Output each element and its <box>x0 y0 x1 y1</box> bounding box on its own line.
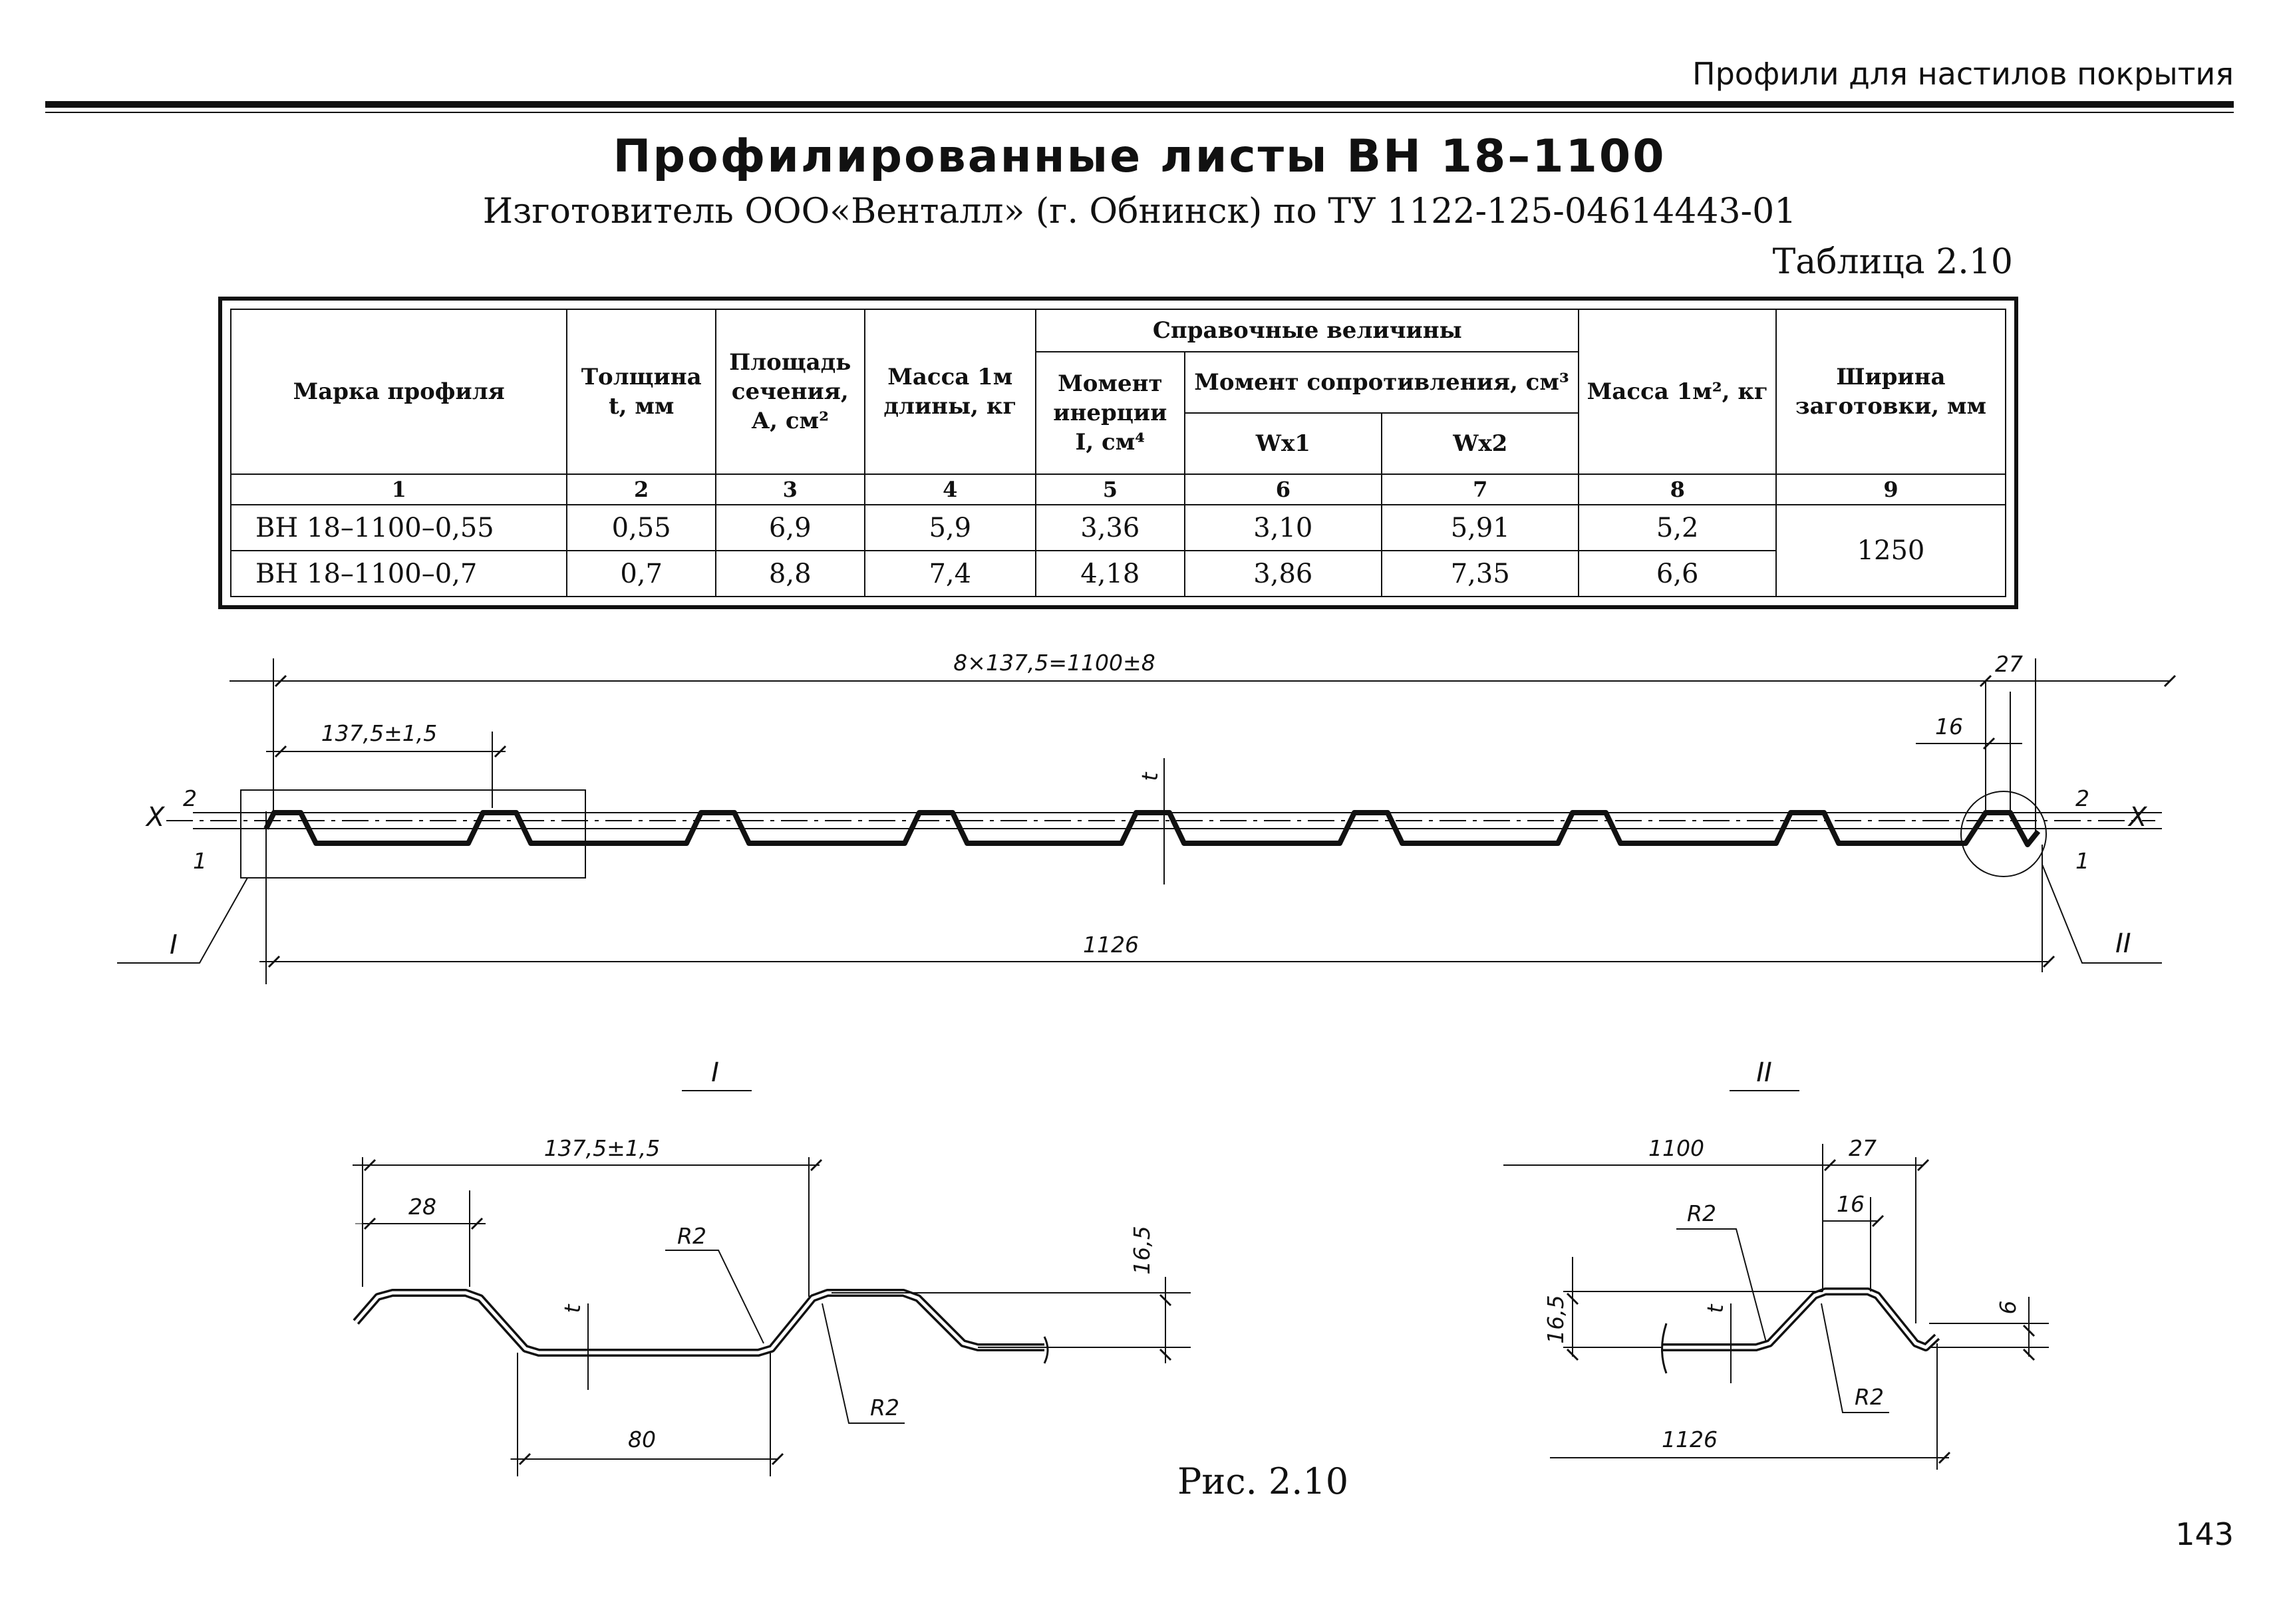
view-i-label: I <box>170 930 178 960</box>
column-number: 3 <box>716 474 865 505</box>
cell-mass: 7,4 <box>865 551 1036 597</box>
detail-i <box>353 1057 1191 1476</box>
label-2-right: 2 <box>2075 785 2089 811</box>
view-ii-label: II <box>2115 928 2131 959</box>
header-mass-1m: Масса 1м длины, кг <box>865 309 1036 474</box>
label-1-left: 1 <box>193 848 207 874</box>
column-number: 1 <box>231 474 567 505</box>
view-i-leader <box>117 878 247 963</box>
detail-ii-title: II <box>1756 1057 1772 1088</box>
d1-pitch-label: 137,5±1,5 <box>543 1135 661 1161</box>
d1-r2-top-leader <box>665 1250 764 1343</box>
d2-r2-bottom: R2 <box>1855 1384 1884 1410</box>
main-section <box>117 650 2170 984</box>
header-wx1: Wx1 <box>1185 413 1382 474</box>
d2-1126-label: 1126 <box>1662 1426 1718 1452</box>
page-number: 143 <box>2175 1516 2234 1552</box>
cell-mark: ВН 18–1100–0,7 <box>231 551 567 597</box>
column-number: 7 <box>1382 474 1579 505</box>
axis-x-left: X <box>146 802 165 833</box>
label-1-right: 1 <box>2075 848 2089 874</box>
d2-r2-top-leader <box>1676 1229 1766 1342</box>
d2-27-label: 27 <box>1849 1135 1877 1161</box>
header-thickness: Толщина t, мм <box>567 309 716 474</box>
dim-16-label: 16 <box>1935 714 1963 740</box>
cell-inertia: 3,36 <box>1036 505 1185 551</box>
d2-t-label: t <box>1702 1304 1728 1313</box>
d2-r2-top: R2 <box>1687 1200 1716 1226</box>
cell-blank-width: 1250 <box>1776 505 2006 597</box>
cell-area: 8,8 <box>716 551 865 597</box>
header-moment-resistance: Момент сопротивления, см³ <box>1185 352 1579 413</box>
thickness-label: t <box>1137 772 1163 781</box>
dim-overall-label: 8×137,5=1100±8 <box>953 650 1155 676</box>
header-reference: Справочные величины <box>1036 309 1579 352</box>
detail-i-title: I <box>711 1057 719 1088</box>
cell-wx2: 7,35 <box>1382 551 1579 597</box>
axis-x-right: X <box>2129 802 2147 833</box>
dim-pitch-label: 137,5±1,5 <box>321 720 438 746</box>
cell-mass-m2: 5,2 <box>1579 505 1775 551</box>
table-label: Таблица 2.10 <box>1772 242 2013 282</box>
manufacturer-line: Изготовитель ООО«Венталл» (г. Обнинск) по ТУ 1122-125-04614443-01 <box>482 192 1797 231</box>
page-title: Профилированные листы ВН 18–1100 <box>613 130 1666 183</box>
cell-mark: ВН 18–1100–0,55 <box>231 505 567 551</box>
dim-27-label: 27 <box>1995 651 2023 677</box>
column-number: 5 <box>1036 474 1185 505</box>
header-area: Площадь сечения, А, см² <box>716 309 865 474</box>
cell-thickness: 0,7 <box>567 551 716 597</box>
running-title: Профили для настилов покрытия <box>1692 56 2234 92</box>
dim-total-label: 1126 <box>1083 932 1139 958</box>
detail-i-profile-inner <box>356 1293 1044 1353</box>
cell-thickness: 0,55 <box>567 505 716 551</box>
cell-wx1: 3,86 <box>1185 551 1382 597</box>
label-2-left: 2 <box>183 785 197 811</box>
d2-1100-label: 1100 <box>1648 1135 1704 1161</box>
column-number: 9 <box>1776 474 2006 505</box>
d2-6-label: 6 <box>1995 1300 2021 1315</box>
d2-16-label: 16 <box>1837 1191 1865 1217</box>
detail-ii <box>1503 1057 2049 1470</box>
header-moment-inertia: Момент инерции I, см⁴ <box>1036 352 1185 474</box>
column-number: 4 <box>865 474 1036 505</box>
detail-i-break <box>1044 1337 1048 1363</box>
d1-height-label: 16,5 <box>1129 1226 1155 1275</box>
column-number: 8 <box>1579 474 1775 505</box>
column-number: 2 <box>567 474 716 505</box>
d2-height-label: 16,5 <box>1543 1295 1569 1344</box>
header-wx2: Wx2 <box>1382 413 1579 474</box>
cell-mass: 5,9 <box>865 505 1036 551</box>
cell-area: 6,9 <box>716 505 865 551</box>
d1-r2-bottom: R2 <box>870 1395 899 1421</box>
cell-mass-m2: 6,6 <box>1579 551 1775 597</box>
view-ii-leader <box>2042 865 2162 963</box>
cell-wx1: 3,10 <box>1185 505 1382 551</box>
header-mass-1m2: Масса 1м², кг <box>1579 309 1775 474</box>
cell-wx2: 5,91 <box>1382 505 1579 551</box>
d1-t-label: t <box>559 1304 585 1313</box>
cell-inertia: 4,18 <box>1036 551 1185 597</box>
figure-caption: Рис. 2.10 <box>1177 1460 1349 1502</box>
view-i-box <box>241 790 585 878</box>
column-number: 6 <box>1185 474 1382 505</box>
detail-ii-profile-inner <box>1663 1291 1937 1347</box>
d1-r2-top: R2 <box>677 1223 706 1249</box>
header-mark: Марка профиля <box>231 309 567 474</box>
d1-28-label: 28 <box>408 1194 436 1220</box>
d1-80-label: 80 <box>628 1426 656 1452</box>
header-blank-width: Ширина заготовки, мм <box>1776 309 2006 474</box>
